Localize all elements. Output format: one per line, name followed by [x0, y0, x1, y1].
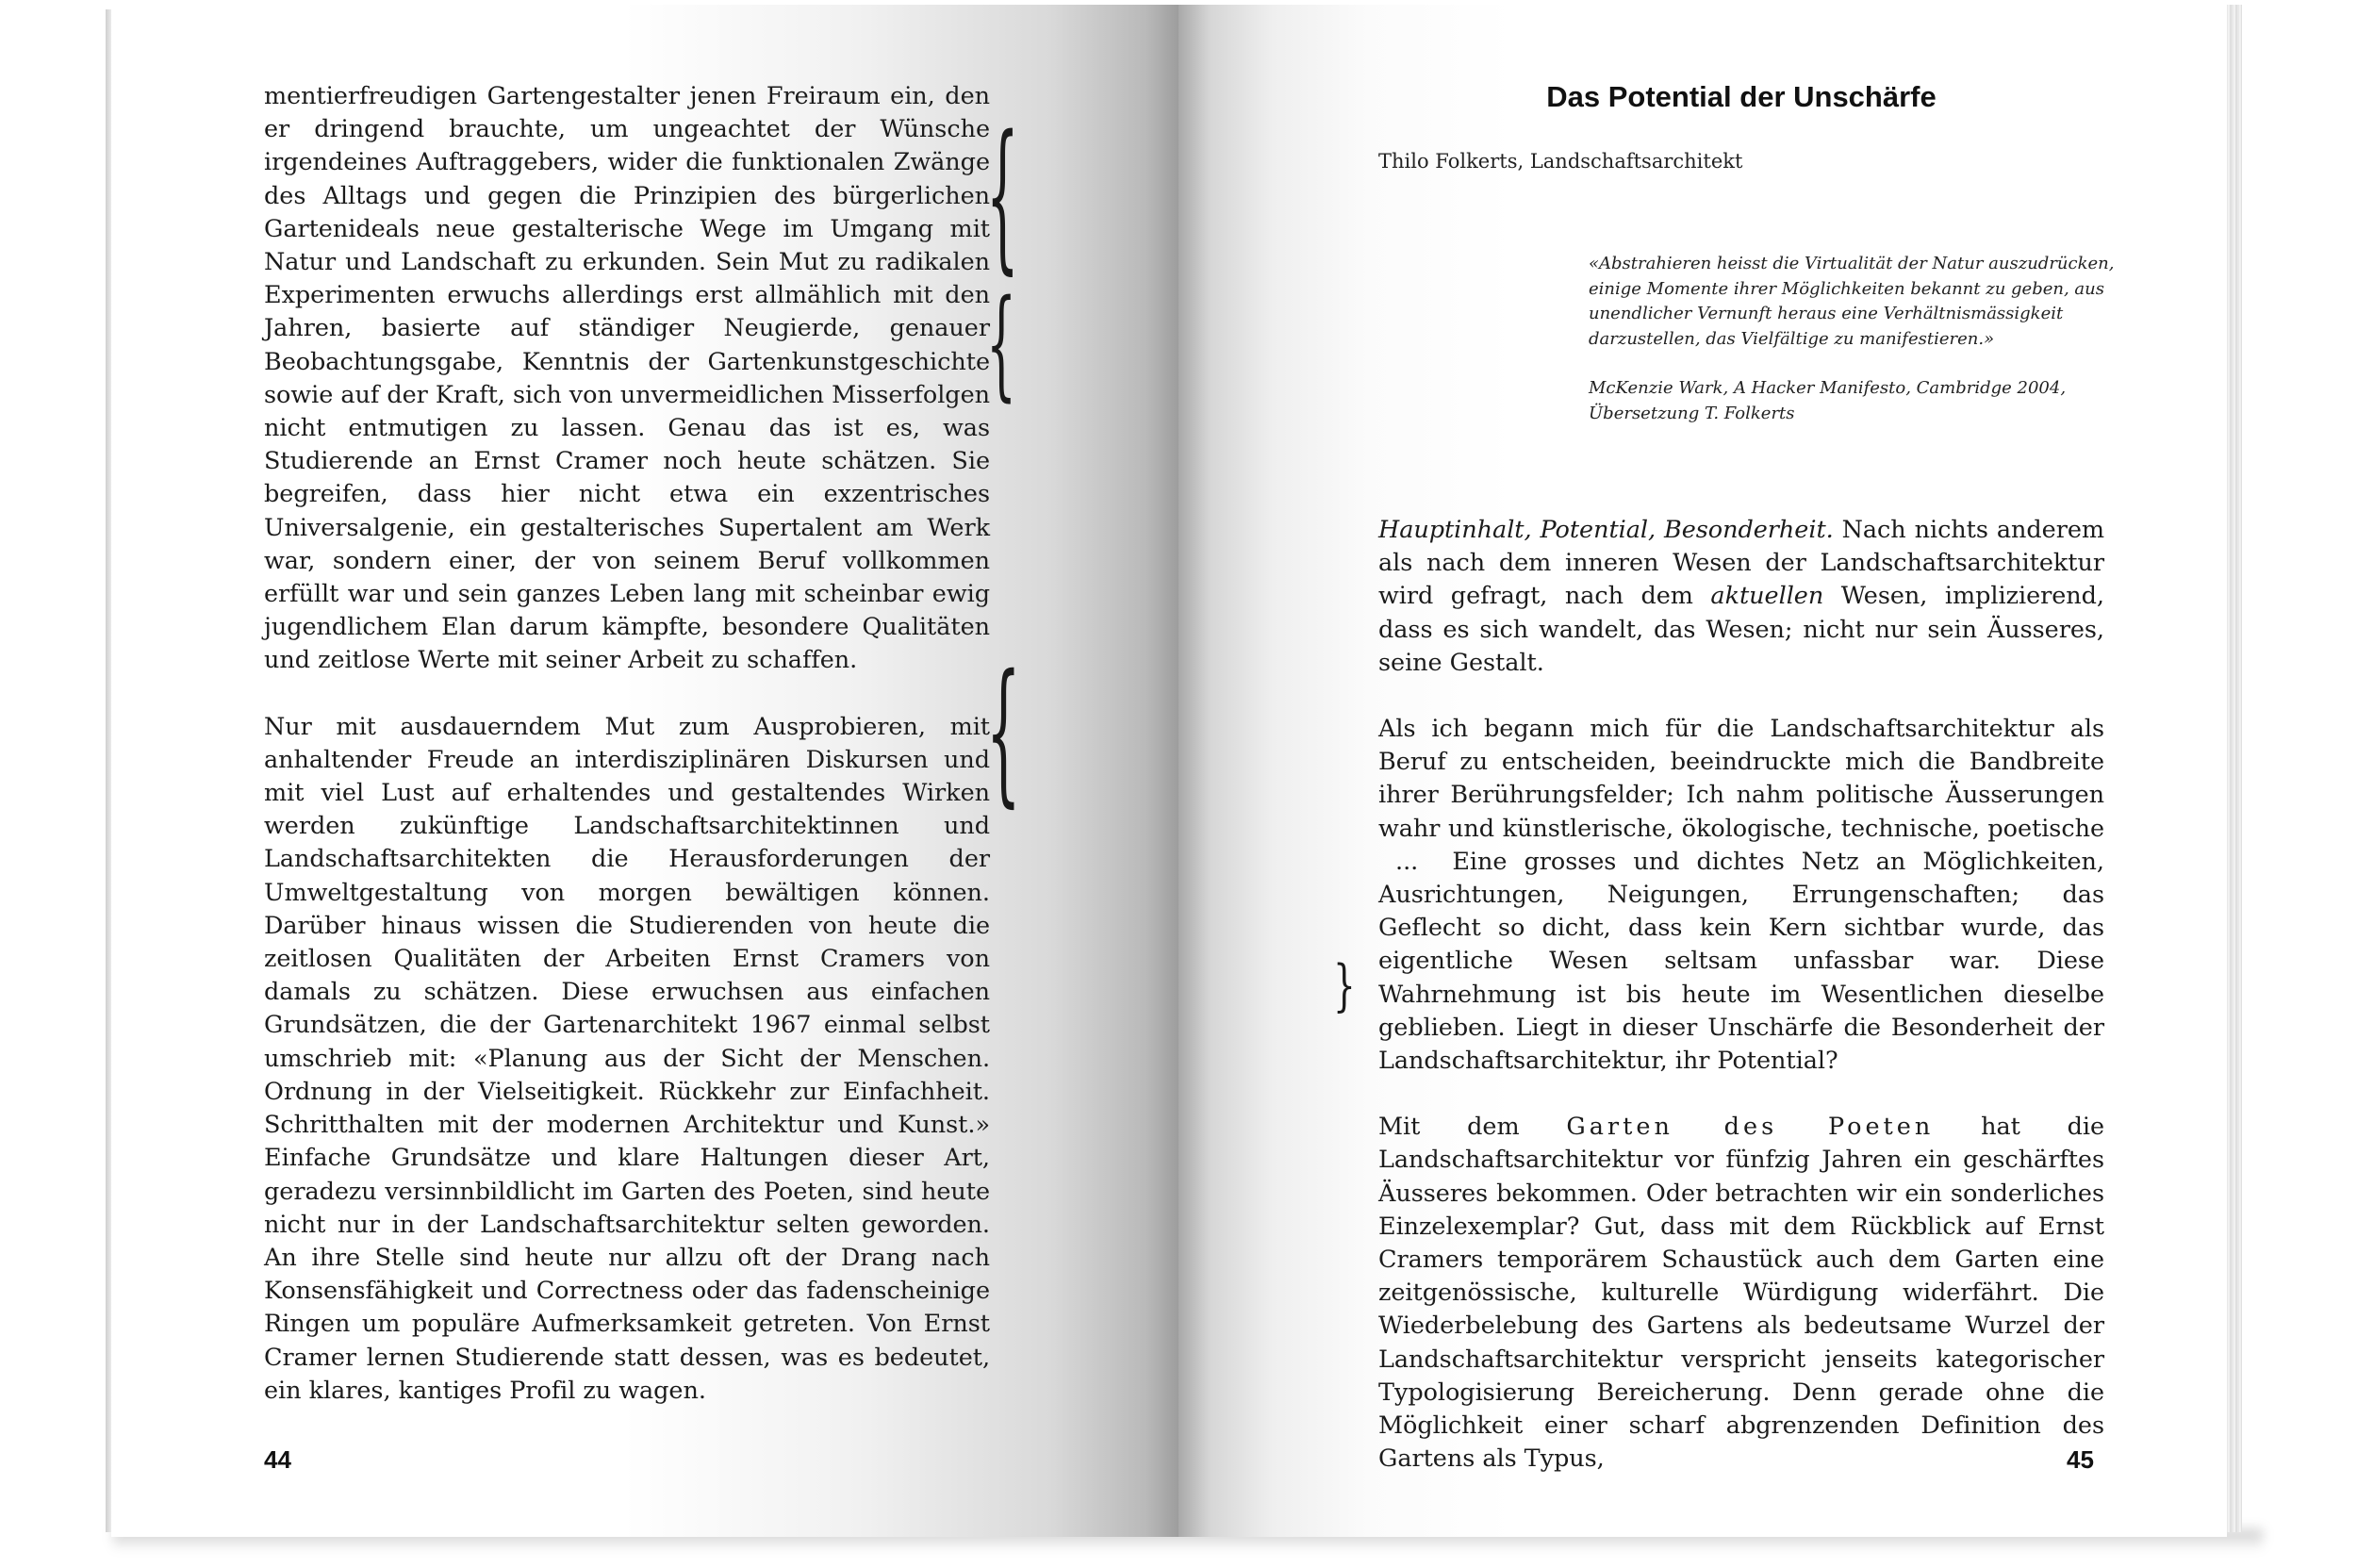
page-number-right: 45: [2067, 1445, 2094, 1474]
epigraph: [1589, 252, 2117, 426]
epigraph-source: [1589, 376, 2117, 426]
p1-text-b: Wesen, implizierend, dass es sich wandelt, das Wesen; nicht nur sein Äusseres, seine Gestalt.: [1378, 582, 2104, 677]
p3-text-b: hat die Landschaftsarchitektur vor fünfzig Jahren ein geschärftes Äusseres bekommen. Oder betrachten wir ein sonderliches Einzelexemplar? Gut, dass mit dem Rückblick auf Ernst Cramers temporärem Schaustück auch dem Garten eine zeitgenössische, kulturelle Würdigung widerfährt. Die Wiederbelebung des Gartens als bedeutsame Wurzel der Landschaftsarchitektur verspricht jenseits kategorischer Typologisierung Bereicherung. Denn gerade ohne die Möglichkeit einer scharf abgrenzenden Definition des Gartens als Typus,: [1378, 1113, 2104, 1474]
right-body-text: [1378, 514, 2104, 1476]
margin-brace-3: {: [986, 641, 1021, 822]
p1-italic-word: aktuellen: [1710, 582, 1824, 611]
p1-italic-lead: Hauptinhalt, Potential, Besonderheit.: [1378, 516, 1834, 544]
right-page: [1178, 5, 2227, 1537]
epigraph-quote: «Abstrahieren heisst die Virtualität der Natur auszudrücken, einige Momente ihrer Möglichkeiten bekannt zu geben, aus unendlicher Vernunft heraus eine Verhältnismässigkeit darzustellen, das Vielfältige zu manifestieren.»: [1589, 254, 2115, 349]
right-paragraph-2: Als ich begann mich für die Landschaftsarchitektur als Beruf zu entscheiden, beeindruckte mich die Bandbreite ihrer Berührungsfelder; Ich nahm politische Äusserungen wahr und künstlerische, ökologische, technische, poetische ... Eine grosses und dichtes Netz an Möglichkeiten, Ausrichtungen, Neigungen, Errungenschaften; das Geflecht so dicht, dass kein Kern sichtbar wurde, das eigentliche Wesen seltsam unfassbar war. Diese Wahrnehmung ist bis heute im Wesentlichen dieselbe geblieben. Liegt in dieser Unschärfe die Besonderheit der Landschaftsarchitektur, ihr Potential?: [1378, 715, 2104, 1076]
page-number-left: 44: [264, 1445, 291, 1474]
margin-brace-1: {: [986, 103, 1019, 290]
epigraph-source-line-2: Übersetzung T. Folkerts: [1589, 403, 1795, 423]
chapter-title: Das Potential der Unschärfe: [1546, 80, 1937, 113]
epigraph-source-line-1: McKenzie Wark, A Hacker Manifesto, Cambridge 2004,: [1589, 378, 2067, 398]
p3-spaced-title: Garten des Poeten: [1566, 1113, 1935, 1142]
margin-brace-2: {: [986, 273, 1017, 413]
right-paragraph-3: [1378, 1111, 2104, 1476]
left-page: [111, 5, 1178, 1537]
left-paragraph-1: mentierfreudigen Gartengestalter jenen Freiraum ein, den er dringend brauchte, um ungeachtet der Wünsche irgendeines Auftraggebers, wider die funktionalen Zwänge des Alltags und gegen die Prinzipien des bürgerlichen Gartenideals neue gestalterische Wege im Umgang mit Natur und Landschaft zu erkunden. Sein Mut zu radikalen Experimenten erwuchs allerdings erst allmählich mit den Jahren, basierte auf ständiger Neugierde, genauer Beobachtungsgabe, Kenntnis der Gartenkunstgeschichte sowie auf der Kraft, sich von unvermeidlichen Misserfolgen nicht entmutigen zu lassen. Genau das ist es, was Studierende an Ernst Cramer noch heute schätzen. Sie begreifen, dass hier nicht etwa ein exzentrisches Universalgenie, ein gestalterisches Supertalent am Werk war, sondern einer, der von seinem Beruf vollkommen erfüllt war und sein ganzes Leben lang mit scheinbar ewig jugendlichem Elan darum kämpfte, besondere Qualitäten und zeitlose Werte mit seiner Arbeit zu schaffen.: [264, 82, 990, 675]
author-line: Thilo Folkerts, Landschaftsarchitekt: [1378, 150, 1743, 173]
left-paragraph-2: Nur mit ausdauerndem Mut zum Ausprobieren, mit anhaltender Freude an interdisziplinären Diskursen und mit viel Lust auf erhaltendes und gestaltendes Wirken werden zukünftige Landschaftsarchitektinnen und Landschaftsarchitekten die Herausforderungen der Umweltgestaltung von morgen bewältigen können. Darüber hinaus wissen die Studierenden von heute die zeitlosen Qualitäten der Arbeiten Ernst Cramers von damals zu schätzen. Diese erwuchsen aus einfachen Grundsätzen, die der Gartenarchitekt 1967 einmal selbst umschrieb mit: «Planung aus der Sicht der Menschen. Ordnung in der Vielseitigkeit. Rückkehr zur Einfachheit. Schritthalten mit der modernen Architektur und Kunst.» Einfache Grundsätze und klare Haltungen dieser Art, geradezu versinnbildlicht im Garten des Poeten, sind heute nicht nur in der Landschaftsarchitektur selten geworden. An ihre Stelle sind heute nur allzu oft der Drang nach Konsensfähigkeit und Correctness oder das fadenscheinige Ringen um populäre Aufmerksamkeit getreten. Von Ernst Cramer lernen Studierende statt dessen, was es bedeutet, ein klares, kantiges Profil zu wagen.: [264, 712, 990, 1405]
margin-brace-right: }: [1333, 953, 1356, 1019]
left-body-text: [264, 80, 990, 1408]
right-paragraph-1: [1378, 514, 2104, 680]
p3-text-a: Mit dem: [1378, 1113, 1567, 1142]
p1-text-a: Nach nichts anderem als nach dem inneren Wesen der Landschaftsarchitektur wird gefragt, nach dem: [1378, 516, 2105, 611]
